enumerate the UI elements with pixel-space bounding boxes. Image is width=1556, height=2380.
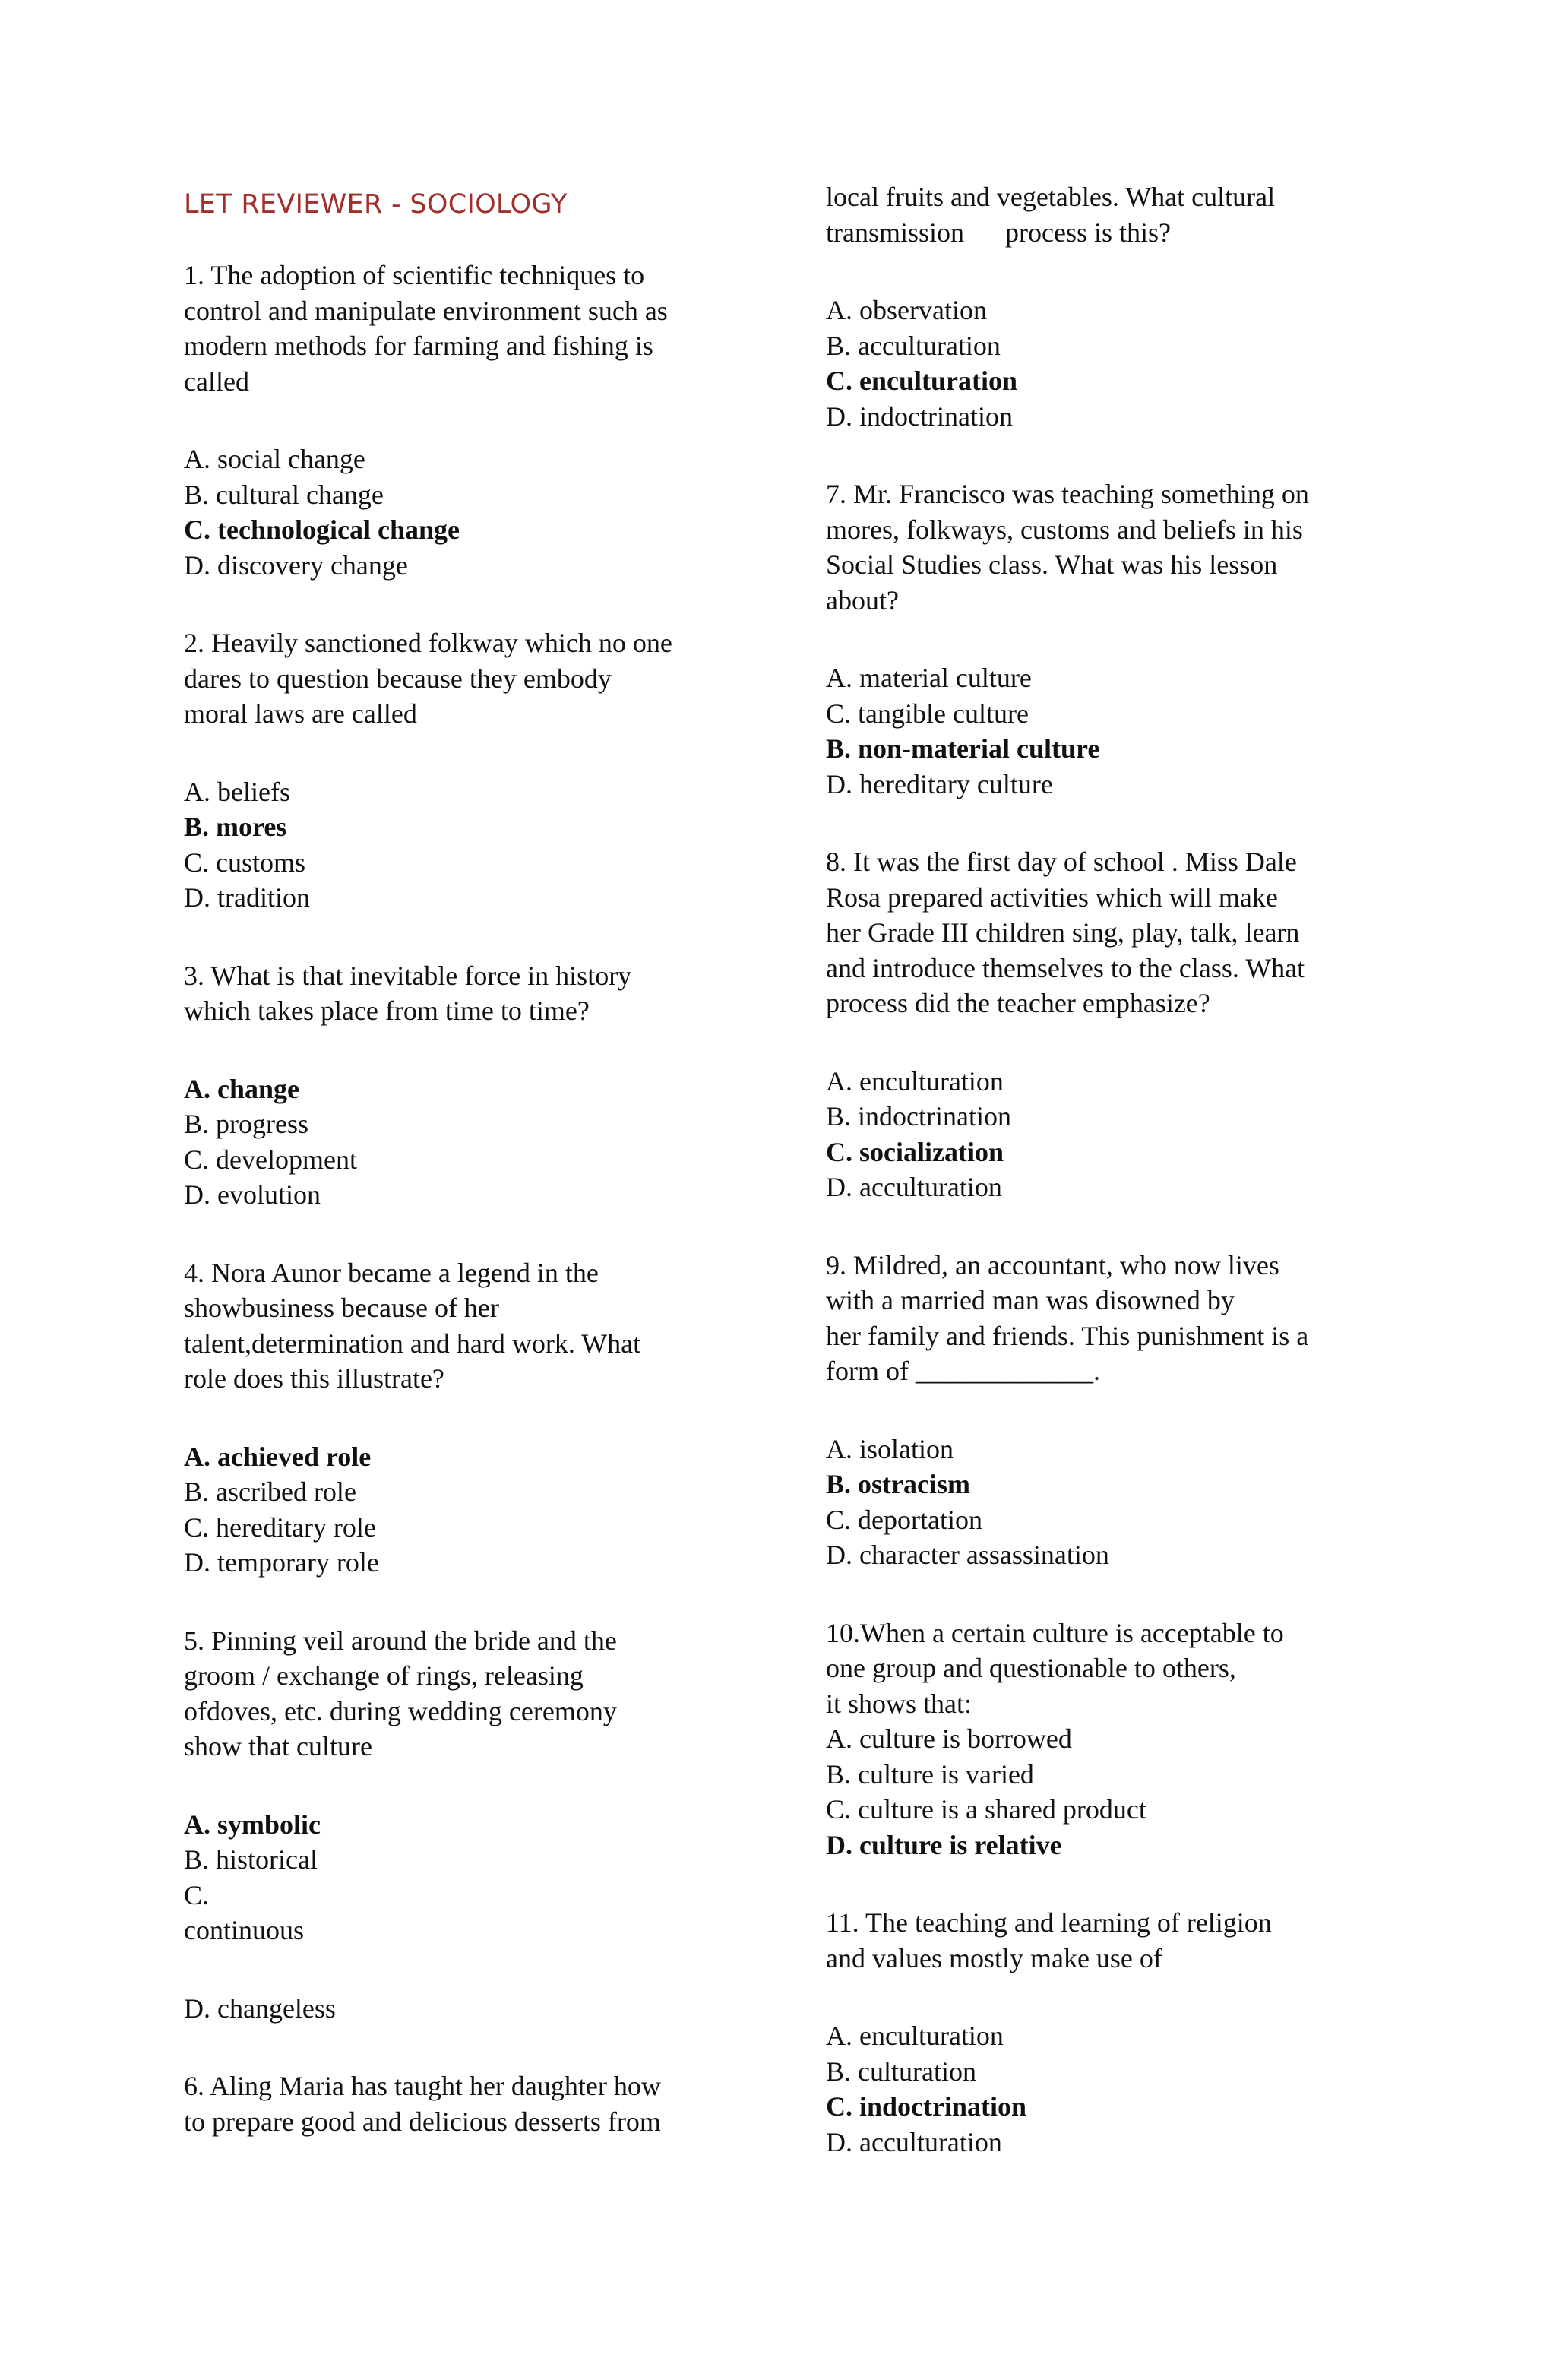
question-text-line: local fruits and vegetables. What cultural [826, 182, 1276, 212]
question-10 [826, 1616, 1373, 1863]
question-text-line: ofdoves, etc. during wedding ceremony [184, 1695, 617, 1726]
option-c: C. hereditary role [184, 1511, 376, 1543]
question-text-line: 8. It was the first day of school . Miss Dale [826, 847, 1297, 877]
option-d: D. indoctrination [826, 400, 1013, 432]
option-b: B. cultural change [184, 479, 384, 510]
option-b: B. indoctrination [826, 1101, 1011, 1131]
question-text-line: and values mostly make use of [826, 1942, 1162, 1973]
option-c-answer: C. enculturation [826, 366, 1017, 396]
question-text-line: 3. What is that inevitable force in history [184, 960, 632, 991]
question-text-line: and introduce themselves to the class. What [826, 952, 1305, 983]
option-c-answer: C. indoctrination [826, 2091, 1027, 2122]
option-d: D. acculturation [826, 1172, 1002, 1202]
option-b: B. historical [184, 1844, 318, 1875]
question-text-line: 5. Pinning veil around the bride and the [184, 1625, 617, 1656]
question-text-line: 10.When a certain culture is acceptable to [826, 1617, 1284, 1648]
question-text-line: about? [826, 584, 899, 616]
option-c: C. deportation [826, 1504, 982, 1535]
question-text-line: 11. The teaching and learning of religion [826, 1907, 1272, 1938]
question-3 [184, 958, 731, 1213]
option-a-answer: A. change [184, 1073, 299, 1104]
question-text-line: talent,determination and hard work. What [184, 1328, 641, 1359]
option-d: D. acculturation [826, 2126, 1002, 2157]
option-c: C. culture is a shared product [826, 1794, 1146, 1825]
option-a-answer: A. symbolic [184, 1809, 321, 1840]
question-text-line: with a married man was disowned by [826, 1285, 1235, 1315]
option-d: D. character assassination [826, 1540, 1109, 1570]
question-text-line: groom / exchange of rings, releasing [184, 1660, 584, 1691]
question-text-line: her family and friends. This punishment is a [826, 1320, 1309, 1351]
question-text-line: form of _____________. [826, 1356, 1100, 1386]
option-d: D. hereditary culture [826, 768, 1053, 799]
document-title: LET REVIEWER - SOCIOLOGY [184, 189, 568, 220]
question-text-line: modern methods for farming and fishing is [184, 331, 653, 361]
option-b: B. culture is varied [826, 1758, 1034, 1790]
question-11 [826, 1905, 1373, 2160]
option-c: C. [184, 1879, 210, 1910]
question-8 [826, 844, 1373, 1205]
question-text-line: show that culture [184, 1731, 372, 1761]
question-text-line: one group and questionable to others, [826, 1653, 1236, 1683]
option-d: D. changeless [184, 1992, 336, 2024]
option-a: A. social change [184, 444, 365, 474]
question-text-line: which takes place from time to time? [184, 995, 590, 1026]
question-text-line: Social Studies class. What was his lesson [826, 549, 1278, 580]
question-6-part-2 [826, 179, 1373, 434]
option-b: B. ascribed role [184, 1476, 356, 1507]
question-text-line: process did the teacher emphasize? [826, 988, 1210, 1018]
option-a-answer: A. achieved role [184, 1441, 372, 1472]
option-b: B. progress [184, 1109, 308, 1139]
option-c-answer: C. technological change [184, 514, 460, 545]
question-text-line: 9. Mildred, an accountant, who now lives [826, 1249, 1279, 1280]
option-c: C. development [184, 1144, 357, 1175]
question-text-line: 4. Nora Aunor became a legend in the [184, 1257, 599, 1288]
option-a: A. material culture [826, 663, 1032, 693]
option-b-answer: B. non-material culture [826, 733, 1100, 764]
left-column [184, 179, 731, 2139]
option-a: A. beliefs [184, 776, 290, 807]
question-text-line: 6. Aling Maria has taught her daughter how [184, 2071, 661, 2101]
question-text-line: 1. The adoption of scientific techniques to [184, 260, 645, 290]
question-7 [826, 476, 1373, 802]
question-4 [184, 1255, 731, 1581]
question-text-line: to prepare good and delicious desserts from [184, 2106, 661, 2137]
question-text-line: 2. Heavily sanctioned folkway which no one [184, 628, 672, 658]
question-9 [826, 1248, 1373, 1573]
question-text-line: mores, folkways, customs and beliefs in his [826, 514, 1303, 545]
option-b-answer: B. ostracism [826, 1469, 970, 1499]
question-text-line: called [184, 366, 249, 397]
option-b-answer: B. mores [184, 812, 287, 842]
question-text-line: showbusiness because of her [184, 1293, 499, 1323]
option-c-answer: C. socialization [826, 1136, 1004, 1167]
option-c: C. customs [184, 847, 306, 878]
option-d: D. temporary role [184, 1547, 379, 1578]
question-text-line: dares to question because they embody [184, 663, 612, 694]
option-b: B. culturation [826, 2056, 976, 2087]
option-a: A. culture is borrowed [826, 1723, 1072, 1754]
question-text-line: moral laws are called [184, 698, 417, 729]
question-text-line: her Grade III children sing, play, talk, learn [826, 917, 1300, 948]
option-d: D. tradition [184, 882, 310, 913]
option-c-continued: continuous [184, 1915, 304, 1945]
question-2 [184, 625, 731, 916]
option-a: A. isolation [826, 1433, 954, 1464]
option-d-answer: D. culture is relative [826, 1829, 1062, 1860]
option-a: A. observation [826, 295, 987, 325]
question-text-line: 7. Mr. Francisco was teaching something on [826, 479, 1309, 509]
question-text-line: transmission process is this? [826, 217, 1171, 248]
question-5 [184, 1623, 731, 2027]
question-text-line: control and manipulate environment such as [184, 295, 668, 326]
question-6-part-1 [184, 2068, 731, 2139]
option-a: A. enculturation [826, 2021, 1004, 2051]
question-1 [184, 258, 731, 583]
option-a: A. enculturation [826, 1065, 1004, 1097]
option-d: D. evolution [184, 1179, 321, 1210]
option-b: B. acculturation [826, 330, 1001, 361]
option-c: C. tangible culture [826, 698, 1029, 729]
question-text-line: it shows that: [826, 1688, 972, 1719]
option-d: D. discovery change [184, 549, 408, 581]
question-text-line: role does this illustrate? [184, 1363, 444, 1394]
question-text-line: Rosa prepared activities which will make [826, 881, 1278, 913]
right-column [826, 179, 1373, 2160]
